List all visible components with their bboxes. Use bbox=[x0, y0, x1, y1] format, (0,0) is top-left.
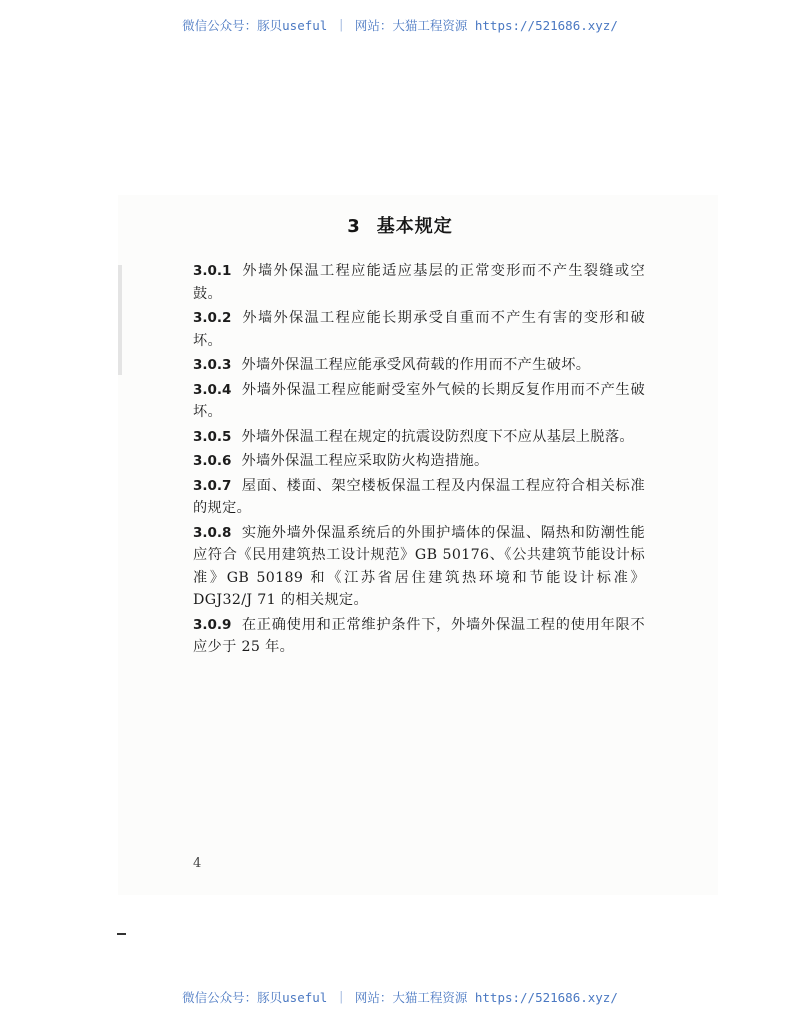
clause-text: 在正确使用和正常维护条件下，外墙外保温工程的使用年限不应少于 25 年。 bbox=[193, 616, 645, 655]
clause-text: 实施外墙外保温系统后的外围护墙体的保温、隔热和防潮性能应符合《民用建筑热工设计规范》GB 50176、《公共建筑节能设计标准》GB 50189 和《江苏省居住建筑热环境和节能设计标准》DGJ32/J 71 的相关规定。 bbox=[193, 524, 645, 608]
clause-text: 屋面、楼面、架空楼板保温工程及内保温工程应符合相关标准的规定。 bbox=[193, 477, 645, 516]
chapter-number: 3 bbox=[347, 216, 361, 237]
clause-3-0-7 bbox=[193, 475, 645, 520]
clause-number: 3.0.1 bbox=[193, 263, 232, 279]
clause-3-0-1 bbox=[193, 260, 645, 305]
clause-text: 外墙外保温工程在规定的抗震设防烈度下不应从基层上脱落。 bbox=[241, 428, 634, 445]
chapter-heading bbox=[0, 212, 800, 238]
clause-text: 外墙外保温工程应能长期承受自重而不产生有害的变形和破坏。 bbox=[193, 310, 645, 349]
clause-number: 3.0.2 bbox=[193, 310, 232, 326]
clause-text: 外墙外保温工程应采取防火构造措施。 bbox=[241, 453, 489, 469]
clause-3-0-9 bbox=[193, 614, 645, 659]
clause-text: 外墙外保温工程应能适应基层的正常变形而不产生裂缝或空鼓。 bbox=[193, 263, 645, 302]
clause-number: 3.0.8 bbox=[193, 524, 232, 541]
page-number: 4 bbox=[193, 856, 202, 871]
clause-number: 3.0.4 bbox=[193, 381, 232, 398]
clause-3-0-4 bbox=[193, 379, 645, 424]
watermark-bottom: 微信公众号：豚贝useful ｜ 网站：大猫工程资源 https://521686.xyz/ bbox=[182, 990, 618, 1005]
scan-artifact-mark bbox=[117, 933, 126, 935]
watermark-top: 微信公众号：豚贝useful ｜ 网站：大猫工程资源 https://521686.xyz/ bbox=[182, 18, 618, 33]
clause-3-0-5 bbox=[193, 426, 645, 449]
clause-3-0-8 bbox=[193, 522, 645, 612]
clause-number: 3.0.6 bbox=[193, 453, 232, 469]
clause-number: 3.0.7 bbox=[193, 477, 232, 494]
clause-text: 外墙外保温工程应能承受风荷载的作用而不产生破坏。 bbox=[241, 357, 591, 373]
clause-3-0-6 bbox=[193, 450, 645, 473]
clause-list bbox=[193, 260, 645, 661]
clause-3-0-3 bbox=[193, 354, 645, 377]
clause-number: 3.0.5 bbox=[193, 428, 232, 445]
clause-number: 3.0.9 bbox=[193, 616, 232, 633]
clause-text: 外墙外保温工程应能耐受室外气候的长期反复作用而不产生破坏。 bbox=[193, 381, 645, 420]
chapter-title: 基本规定 bbox=[376, 216, 453, 237]
clause-3-0-2 bbox=[193, 307, 645, 352]
clause-number: 3.0.3 bbox=[193, 357, 232, 373]
